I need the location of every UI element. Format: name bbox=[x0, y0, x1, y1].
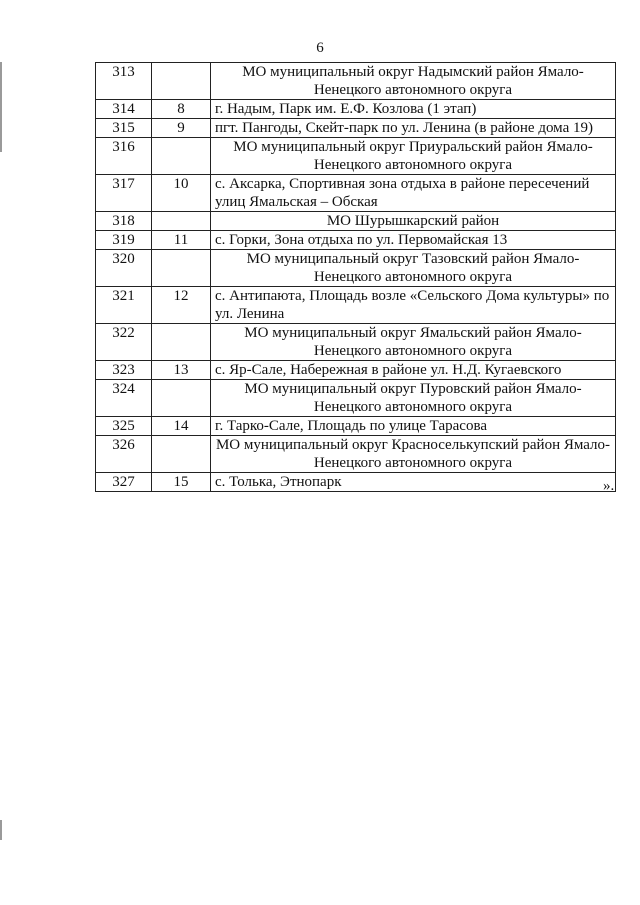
closing-quote: ». bbox=[603, 478, 615, 494]
page-number: 6 bbox=[316, 40, 324, 56]
table-row bbox=[96, 100, 616, 119]
row-number-cell: 322 bbox=[96, 324, 152, 361]
table-row bbox=[96, 287, 616, 324]
row-subnumber-cell: 13 bbox=[152, 361, 211, 380]
table-row bbox=[96, 175, 616, 212]
site-list-table bbox=[95, 62, 616, 492]
district-name-cell: МО муниципальный округ Тазовский район Ямало-Ненецкого автономного округа bbox=[211, 250, 616, 287]
site-name-cell: пгт. Пангоды, Скейт-парк по ул. Ленина (в районе дома 19) bbox=[211, 119, 616, 138]
row-number-cell: 327 bbox=[96, 473, 152, 492]
row-number-cell: 319 bbox=[96, 231, 152, 250]
row-number-cell: 313 bbox=[96, 63, 152, 100]
row-subnumber-cell bbox=[152, 380, 211, 417]
table-row bbox=[96, 212, 616, 231]
row-number-cell: 317 bbox=[96, 175, 152, 212]
table-row bbox=[96, 436, 616, 473]
table-row bbox=[96, 119, 616, 138]
row-subnumber-cell bbox=[152, 436, 211, 473]
site-name-cell: с. Толька, Этнопарк bbox=[211, 473, 616, 492]
row-subnumber-cell bbox=[152, 63, 211, 100]
row-subnumber-cell: 9 bbox=[152, 119, 211, 138]
table-row bbox=[96, 63, 616, 100]
row-number-cell: 315 bbox=[96, 119, 152, 138]
table-row bbox=[96, 250, 616, 287]
row-subnumber-cell: 10 bbox=[152, 175, 211, 212]
table-row bbox=[96, 417, 616, 436]
row-number-cell: 324 bbox=[96, 380, 152, 417]
district-name-cell: МО муниципальный округ Красноселькупский район Ямало-Ненецкого автономного округа bbox=[211, 436, 616, 473]
row-subnumber-cell bbox=[152, 324, 211, 361]
table-row bbox=[96, 361, 616, 380]
table-row bbox=[96, 138, 616, 175]
row-number-cell: 314 bbox=[96, 100, 152, 119]
row-subnumber-cell: 11 bbox=[152, 231, 211, 250]
table-row bbox=[96, 380, 616, 417]
district-name-cell: МО муниципальный округ Надымский район Ямало-Ненецкого автономного округа bbox=[211, 63, 616, 100]
row-subnumber-cell: 15 bbox=[152, 473, 211, 492]
district-name-cell: МО Шурышкарский район bbox=[211, 212, 616, 231]
district-name-cell: МО муниципальный округ Пуровский район Ямало-Ненецкого автономного округа bbox=[211, 380, 616, 417]
row-number-cell: 318 bbox=[96, 212, 152, 231]
site-name-cell: с. Горки, Зона отдыха по ул. Первомайская 13 bbox=[211, 231, 616, 250]
row-subnumber-cell bbox=[152, 138, 211, 175]
row-number-cell: 326 bbox=[96, 436, 152, 473]
site-name-cell: г. Тарко-Сале, Площадь по улице Тарасова bbox=[211, 417, 616, 436]
scan-edge-mark bbox=[0, 820, 2, 840]
row-number-cell: 323 bbox=[96, 361, 152, 380]
row-subnumber-cell bbox=[152, 250, 211, 287]
table-row bbox=[96, 324, 616, 361]
table-row bbox=[96, 231, 616, 250]
site-name-cell: с. Яр-Сале, Набережная в районе ул. Н.Д. Кугаевского bbox=[211, 361, 616, 380]
row-number-cell: 320 bbox=[96, 250, 152, 287]
site-name-cell: г. Надым, Парк им. Е.Ф. Козлова (1 этап) bbox=[211, 100, 616, 119]
row-subnumber-cell bbox=[152, 212, 211, 231]
district-name-cell: МО муниципальный округ Приуральский район Ямало-Ненецкого автономного округа bbox=[211, 138, 616, 175]
site-name-cell: с. Аксарка, Спортивная зона отдыха в районе пересечений улиц Ямальская – Обская bbox=[211, 175, 616, 212]
row-subnumber-cell: 14 bbox=[152, 417, 211, 436]
row-number-cell: 316 bbox=[96, 138, 152, 175]
row-number-cell: 325 bbox=[96, 417, 152, 436]
district-name-cell: МО муниципальный округ Ямальский район Ямало-Ненецкого автономного округа bbox=[211, 324, 616, 361]
row-number-cell: 321 bbox=[96, 287, 152, 324]
row-subnumber-cell: 8 bbox=[152, 100, 211, 119]
scan-edge-mark bbox=[0, 62, 2, 152]
table-row bbox=[96, 473, 616, 492]
site-name-cell: с. Антипаюта, Площадь возле «Сельского Дома культуры» по ул. Ленина bbox=[211, 287, 616, 324]
row-subnumber-cell: 12 bbox=[152, 287, 211, 324]
